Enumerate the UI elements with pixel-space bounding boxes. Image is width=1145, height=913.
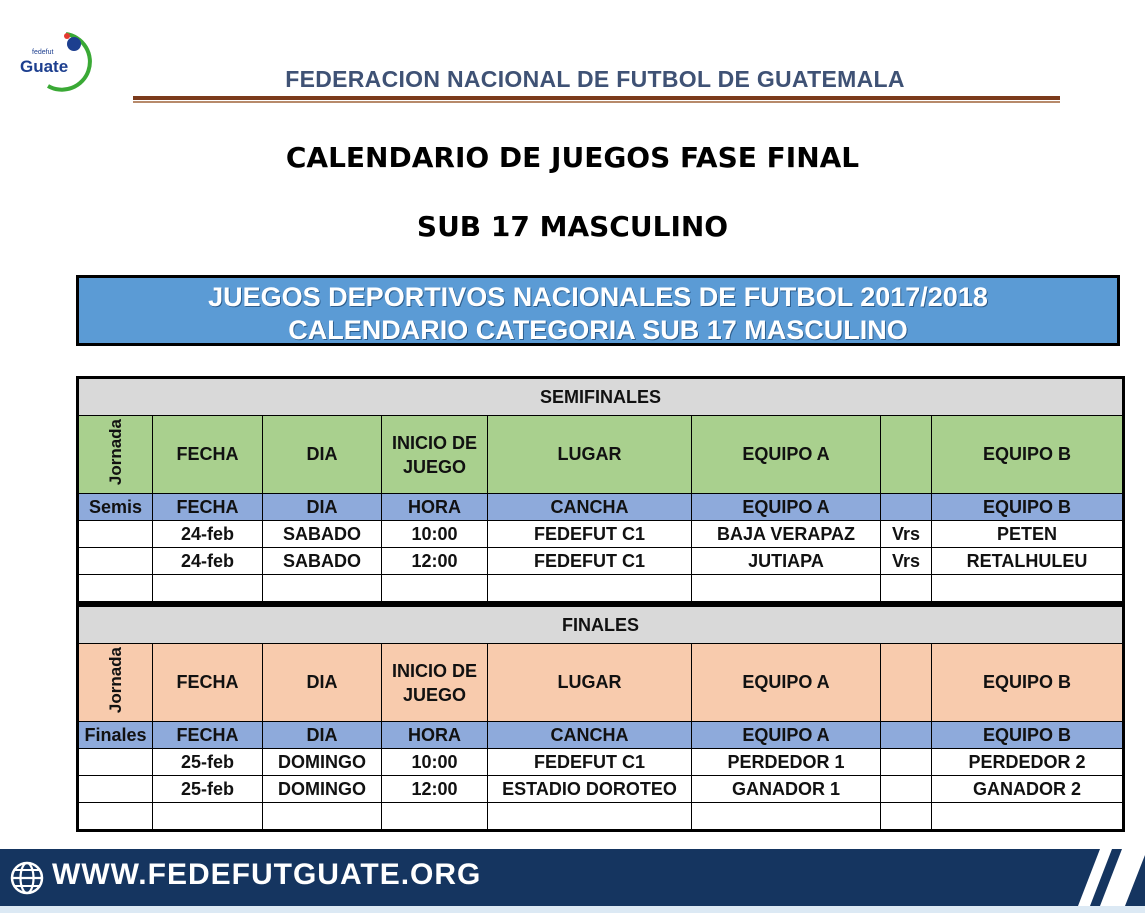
table-cell — [881, 776, 932, 803]
table-cell: PETEN — [932, 521, 1124, 548]
table-row — [78, 776, 1124, 803]
header-cell: EQUIPO A — [692, 644, 881, 722]
table-cell: 24-feb — [153, 521, 263, 548]
subheader-cell: CANCHA — [488, 722, 692, 749]
table-cell: GANADOR 2 — [932, 776, 1124, 803]
table-cell: FEDEFUT C1 — [488, 521, 692, 548]
subheader-cell: CANCHA — [488, 494, 692, 521]
header-cell-jornada: Jornada — [78, 416, 153, 494]
header-cell-jornada: Jornada — [78, 644, 153, 722]
header-divider — [133, 96, 1060, 100]
page-subtitle: SUB 17 MASCULINO — [416, 210, 729, 243]
table-cell: 25-feb — [153, 749, 263, 776]
table-cell — [78, 749, 153, 776]
subheader-cell: EQUIPO A — [692, 722, 881, 749]
table-cell: 25-feb — [153, 776, 263, 803]
table-cell — [932, 575, 1124, 603]
table-cell: 10:00 — [382, 749, 488, 776]
header-cell: EQUIPO B — [932, 416, 1124, 494]
table-cell: RETALHULEU — [932, 548, 1124, 575]
table-cell — [78, 803, 153, 831]
table-cell — [488, 575, 692, 603]
table-row — [78, 749, 1124, 776]
table-cell — [153, 575, 263, 603]
finals-subheader-row — [78, 722, 1124, 749]
finals-title: FINALES — [78, 606, 1124, 644]
header-cell: LUGAR — [488, 644, 692, 722]
table-cell: SABADO — [263, 521, 382, 548]
header-cell: EQUIPO B — [932, 644, 1124, 722]
table-row-empty — [78, 803, 1124, 831]
subheader-cell — [881, 722, 932, 749]
table-cell: Vrs — [881, 521, 932, 548]
table-cell — [263, 575, 382, 603]
subheader-cell: DIA — [263, 494, 382, 521]
table-cell — [78, 548, 153, 575]
table-cell: 10:00 — [382, 521, 488, 548]
table-row — [78, 548, 1124, 575]
subheader-cell — [881, 494, 932, 521]
table-cell: 12:00 — [382, 548, 488, 575]
finals-header-row — [78, 644, 1124, 722]
header-divider-thin — [133, 101, 1060, 103]
header-cell: FECHA — [153, 416, 263, 494]
footer-stripes-decoration — [1060, 849, 1145, 906]
table-cell: 12:00 — [382, 776, 488, 803]
table-cell: 24-feb — [153, 548, 263, 575]
subheader-cell: Finales — [78, 722, 153, 749]
subheader-cell: HORA — [382, 722, 488, 749]
table-cell — [488, 803, 692, 831]
svg-text:Guate: Guate — [20, 57, 69, 76]
semifinals-table — [76, 376, 1125, 604]
tournament-banner — [76, 275, 1120, 346]
subheader-cell: FECHA — [153, 722, 263, 749]
subheader-cell: EQUIPO A — [692, 494, 881, 521]
table-cell — [78, 776, 153, 803]
header-cell: INICIO DE JUEGO — [382, 416, 488, 494]
table-cell: DOMINGO — [263, 776, 382, 803]
table-cell: FEDEFUT C1 — [488, 548, 692, 575]
table-cell: JUTIAPA — [692, 548, 881, 575]
table-cell — [382, 803, 488, 831]
header-cell: INICIO DE JUEGO — [382, 644, 488, 722]
semifinals-subheader-row — [78, 494, 1124, 521]
table-cell — [692, 575, 881, 603]
table-row — [78, 521, 1124, 548]
table-cell — [153, 803, 263, 831]
table-cell: PERDEDOR 2 — [932, 749, 1124, 776]
semifinals-header-row — [78, 416, 1124, 494]
semifinals-section-row — [78, 378, 1124, 416]
header-cell — [881, 644, 932, 722]
table-cell: Vrs — [881, 548, 932, 575]
table-cell: DOMINGO — [263, 749, 382, 776]
header-cell: DIA — [263, 644, 382, 722]
table-cell: BAJA VERAPAZ — [692, 521, 881, 548]
subheader-cell: Semis — [78, 494, 153, 521]
table-cell — [881, 749, 932, 776]
header-cell: DIA — [263, 416, 382, 494]
website-link[interactable]: WWW.FEDEFUTGUATE.ORG — [52, 858, 482, 891]
page-title: CALENDARIO DE JUEGOS FASE FINAL — [285, 141, 860, 174]
table-cell — [78, 521, 153, 548]
svg-text:fedefut: fedefut — [32, 49, 54, 56]
finals-section-row — [78, 606, 1124, 644]
table-cell — [881, 803, 932, 831]
table-cell: FEDEFUT C1 — [488, 749, 692, 776]
subheader-cell: DIA — [263, 722, 382, 749]
banner-line-1: JUEGOS DEPORTIVOS NACIONALES DE FUTBOL 2017/2018 — [208, 282, 988, 312]
subheader-cell: EQUIPO B — [932, 722, 1124, 749]
table-cell: PERDEDOR 1 — [692, 749, 881, 776]
table-cell — [692, 803, 881, 831]
header-cell — [881, 416, 932, 494]
table-row-empty — [78, 575, 1124, 603]
table-cell: GANADOR 1 — [692, 776, 881, 803]
banner-line-2: CALENDARIO CATEGORIA SUB 17 MASCULINO — [288, 315, 908, 345]
header-cell: LUGAR — [488, 416, 692, 494]
globe-icon — [9, 860, 45, 896]
federation-title: FEDERACION NACIONAL DE FUTBOL DE GUATEMALA — [285, 66, 905, 92]
table-cell — [881, 575, 932, 603]
table-cell: SABADO — [263, 548, 382, 575]
header-cell: EQUIPO A — [692, 416, 881, 494]
subheader-cell: EQUIPO B — [932, 494, 1124, 521]
subheader-cell: FECHA — [153, 494, 263, 521]
table-cell — [932, 803, 1124, 831]
footer-bottom-stripe — [0, 906, 1145, 913]
table-cell: ESTADIO DOROTEO — [488, 776, 692, 803]
table-cell — [382, 575, 488, 603]
table-cell — [78, 575, 153, 603]
table-cell — [263, 803, 382, 831]
semifinals-title: SEMIFINALES — [78, 378, 1124, 416]
finals-table — [76, 604, 1125, 832]
header-cell: FECHA — [153, 644, 263, 722]
subheader-cell: HORA — [382, 494, 488, 521]
